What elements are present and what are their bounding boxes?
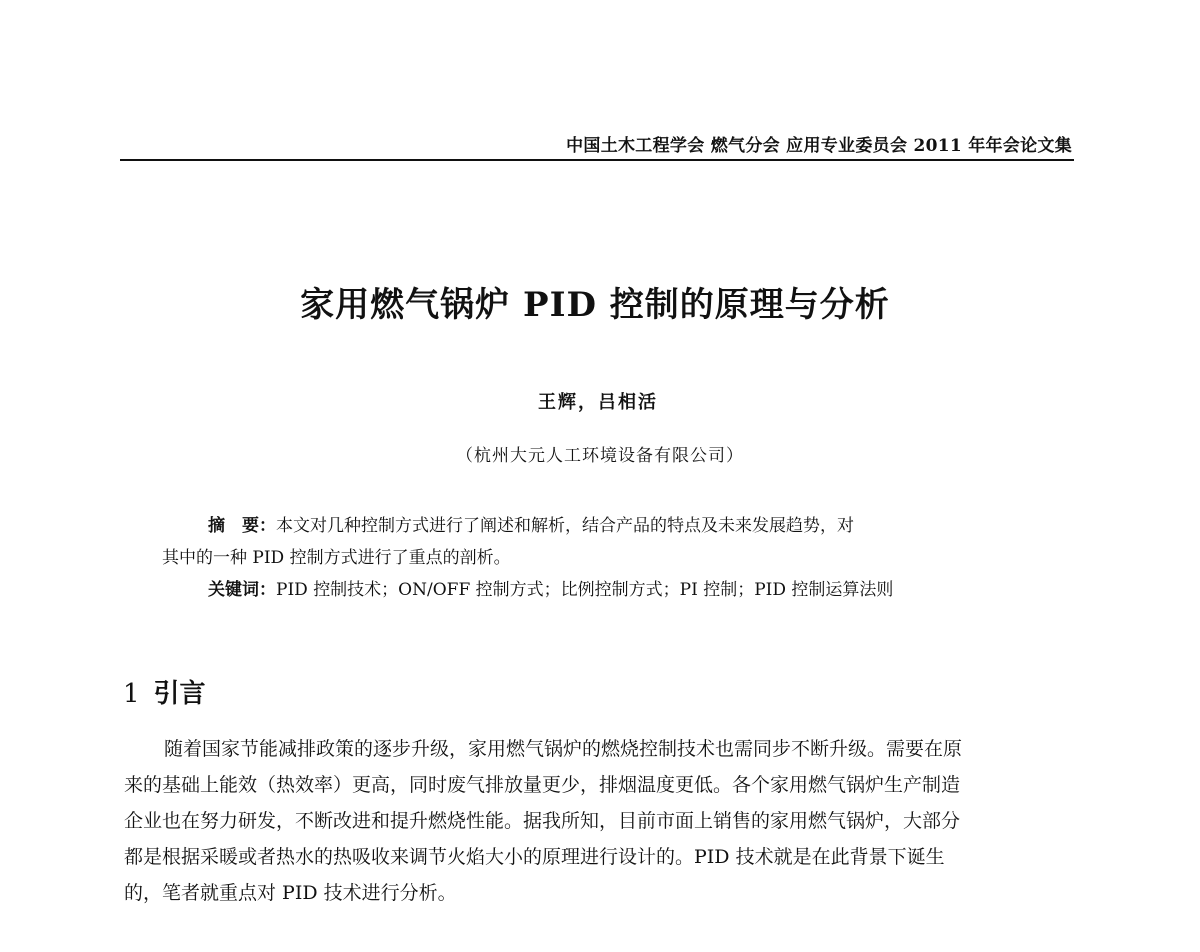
keywords-label: 关键词： xyxy=(208,580,276,600)
body-line: 企业也在努力研发，不断改进和提升燃烧性能。据我所知，目前市面上销售的家用燃气锅炉，大部分 xyxy=(124,810,961,832)
abstract-text-2: 其中的一种 PID 控制方式进行了重点的剖析。 xyxy=(162,548,511,568)
header-rule xyxy=(120,159,1074,161)
abstract-block xyxy=(162,510,1032,606)
section-number: 1 xyxy=(123,679,140,709)
abstract-line-1 xyxy=(162,510,1032,542)
paper-affiliation: （杭州大元人工环境设备有限公司） xyxy=(456,446,744,466)
body-line: 的，笔者就重点对 PID 技术进行分析。 xyxy=(124,882,457,904)
section-body xyxy=(124,731,1078,911)
section-heading xyxy=(123,673,206,710)
abstract-text-1: 本文对几种控制方式进行了阐述和解析，结合产品的特点及未来发展趋势，对 xyxy=(276,516,854,536)
keywords-text: PID 控制技术；ON/OFF 控制方式；比例控制方式；PI 控制；PID 控制运算法则 xyxy=(276,580,894,600)
body-line: 随着国家节能减排政策的逐步升级，家用燃气锅炉的燃烧控制技术也需同步不断升级。需要在原 xyxy=(164,738,963,760)
abstract-line-2 xyxy=(162,542,1032,574)
body-line: 都是根据采暖或者热水的热吸收来调节火焰大小的原理进行设计的。PID 技术就是在此背景下诞生 xyxy=(124,846,945,868)
abstract-label: 摘 要： xyxy=(208,516,276,536)
body-line: 来的基础上能效（热效率）更高，同时废气排放量更少，排烟温度更低。各个家用燃气锅炉生产制造 xyxy=(124,774,961,796)
section-title: 引言 xyxy=(153,679,206,709)
paper-authors: 王辉，吕相活 xyxy=(538,392,658,413)
running-header: 中国土木工程学会 燃气分会 应用专业委员会 2011 年年会论文集 xyxy=(566,136,1072,156)
paper-title: 家用燃气锅炉 PID 控制的原理与分析 xyxy=(300,285,890,325)
keywords-line xyxy=(162,574,1032,606)
